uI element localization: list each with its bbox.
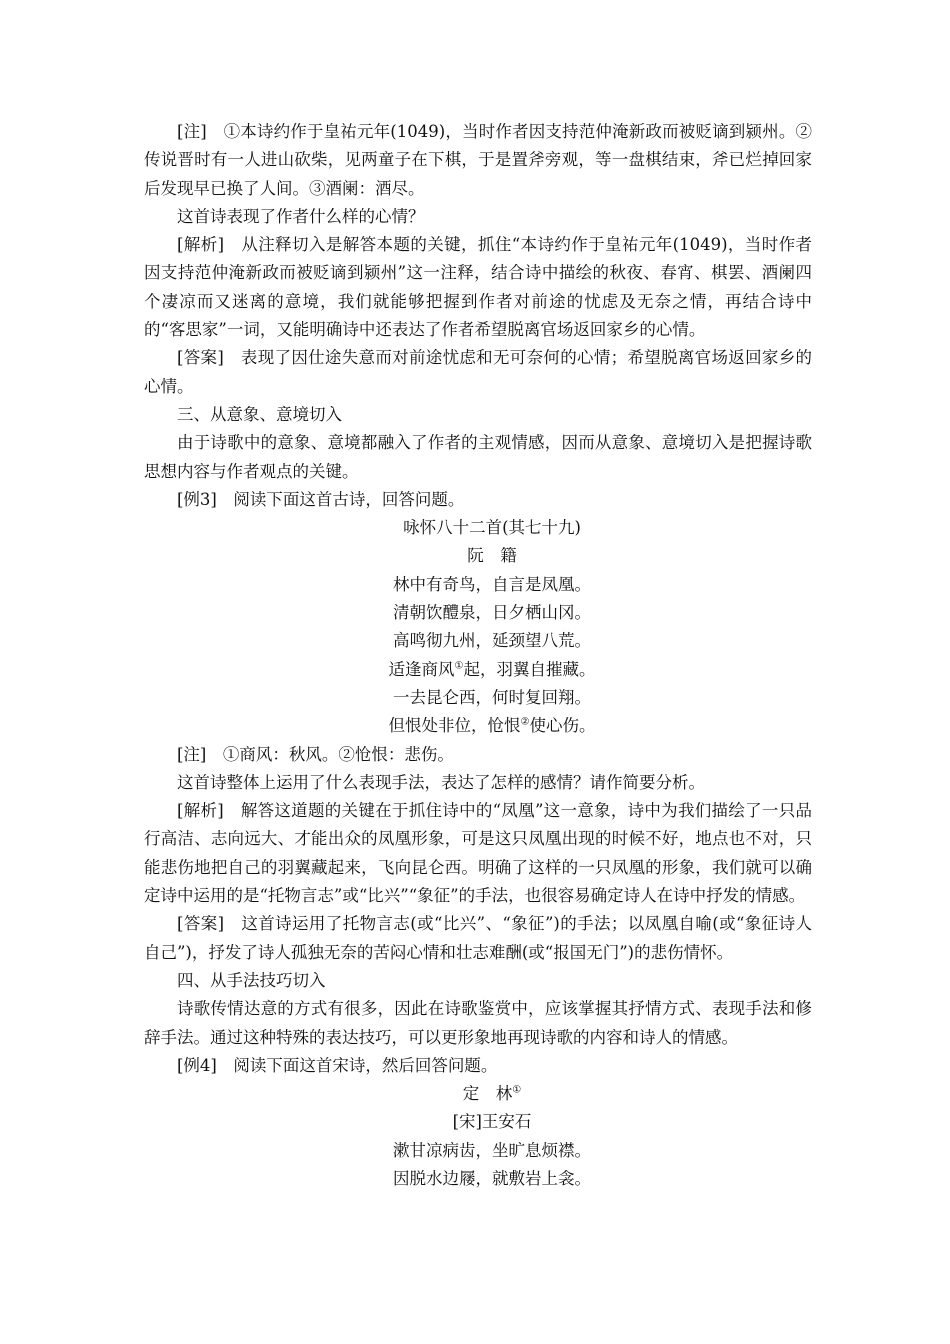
poem-line-text: 适逢商风 (388, 659, 455, 679)
poem-note-paragraph: [注] ①本诗约作于皇祐元年(1049)，当时作者因支持范仲淹新政而被贬谪到颍州。②传说晋时有一人进山砍柴，见两童子在下棋，于是置斧旁观，等一盘棋结束，斧已烂掉回家后发现早已换了人间。③酒阑：酒尽。 (144, 122, 812, 198)
question-text: 这首诗表现了作者什么样的心情？ (177, 206, 425, 226)
poem-title-text: 定 林 (462, 1084, 513, 1104)
answer-paragraph: [答案] 表现了因仕途失意而对前途忧虑和无可奈何的心情；希望脱离官场返回家乡的心情。 (144, 348, 812, 396)
poem-author: [宋]王安石 (452, 1112, 532, 1132)
poem-line: 高鸣彻九州，延颈望八荒。 (393, 631, 591, 651)
poem-title: 咏怀八十二首(其七十九) (403, 518, 581, 538)
question-text: 这首诗整体上运用了什么表现手法，表达了怎样的感情？请作简要分析。 (177, 772, 705, 792)
document-page (144, 118, 812, 1193)
section-heading-technique: 四、从手法技巧切入 (177, 970, 326, 990)
poem-title (144, 1080, 812, 1108)
analysis-paragraph: [解析] 从注释切入是解答本题的关键，抓住“本诗约作于皇祐元年(1049)，当时作者因支持范仲淹新政而被贬谪到颍州”这一注释，结合诗中描绘的秋夜、春宵、棋罢、酒阑四个凄凉而又迷离的意境，我们就能够把握到作者对前途的忧虑及无奈之情，再结合诗中的“客思家”一词，又能明确诗中还表达了作者希望脱离官场返回家乡的心情。 (144, 235, 812, 340)
poem-line: 林中有奇鸟，自言是凤凰。 (393, 574, 591, 594)
poem-line-text: 但恨处非位，怆恨 (388, 716, 521, 736)
poem-line (144, 656, 812, 684)
footnote-marker: ② (520, 716, 530, 728)
poem-line (144, 712, 812, 740)
poem-author: 阮 籍 (467, 546, 517, 566)
poem-line-text: 使心伤。 (529, 716, 596, 736)
poem-line: 因脱水边屦，就敷岩上衾。 (393, 1168, 591, 1188)
poem-line-text: 起，羽翼自摧藏。 (463, 659, 596, 679)
example-4-label: [例4] 阅读下面这首宋诗，然后回答问题。 (177, 1055, 498, 1075)
analysis-paragraph: [解析] 解答这道题的关键在于抓住诗中的“凤凰”这一意象，诗中为我们描绘了一只品行高洁、志向远大、才能出众的凤凰形象，可是这只凤凰出现的时候不好，地点也不对，只能悲伤地把自己的羽翼藏起来，飞向昆仑西。明确了这样的一只凤凰的形象，我们就可以确定诗中运用的是“托物言志”或“比兴”“象征”的手法，也很容易确定诗人在诗中抒发的情感。 (144, 801, 812, 906)
poem-line: 一去昆仑西，何时复回翔。 (393, 687, 591, 707)
section-intro-imagery: 由于诗歌中的意象、意境都融入了作者的主观情感，因而从意象、意境切入是把握诗歌思想内容与作者观点的关键。 (144, 433, 812, 481)
footnote-marker: ① (512, 1084, 522, 1096)
poem-line: 漱甘凉病齿，坐旷息烦襟。 (393, 1140, 591, 1160)
section-intro-technique: 诗歌传情达意的方式有很多，因此在诗歌鉴赏中，应该掌握其抒情方式、表现手法和修辞手法。通过这种特殊的表达技巧，可以更形象地再现诗歌的内容和诗人的情感。 (144, 999, 812, 1047)
example-3-label: [例3] 阅读下面这首古诗，回答问题。 (177, 489, 465, 509)
poem-note-paragraph: [注] ①商风：秋风。②怆恨：悲伤。 (177, 744, 454, 764)
footnote-marker: ① (454, 660, 464, 672)
answer-paragraph: [答案] 这首诗运用了托物言志(或“比兴”、“象征”)的手法；以凤凰自喻(或“象征诗人自己”)，抒发了诗人孤独无奈的苦闷心情和壮志难酬(或“报国无门”)的悲伤情怀。 (144, 914, 812, 962)
poem-line: 清朝饮醴泉，日夕栖山冈。 (393, 603, 591, 623)
section-heading-imagery: 三、从意象、意境切入 (177, 404, 342, 424)
